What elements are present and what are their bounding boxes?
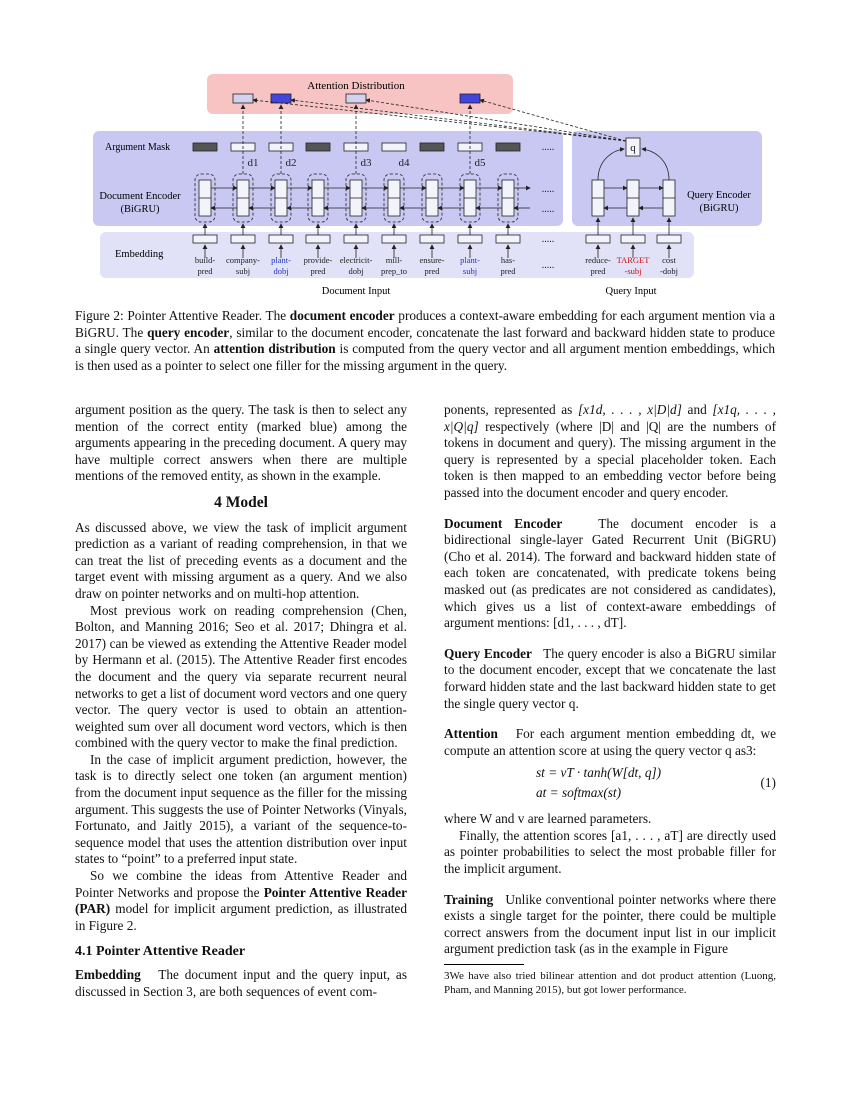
embedding-box bbox=[306, 235, 330, 243]
mask-box bbox=[193, 143, 217, 151]
embedding-label: Embedding bbox=[115, 249, 164, 260]
embedding-box bbox=[496, 235, 520, 243]
embedding-box bbox=[344, 235, 368, 243]
d-label: d4 bbox=[398, 157, 410, 169]
argument-mask-label: Argument Mask bbox=[105, 142, 171, 153]
query-token-label: -dobj bbox=[660, 266, 678, 276]
d-label: d3 bbox=[360, 157, 372, 169]
doc-token-label: pred bbox=[310, 266, 326, 276]
doc-token-label: company- bbox=[226, 255, 260, 265]
text: ponents, represented as bbox=[444, 402, 578, 417]
attention-box bbox=[346, 94, 366, 103]
query-input-label: Query Input bbox=[605, 286, 657, 297]
doc-token-label: mill- bbox=[385, 255, 403, 265]
paragraph: In the case of implicit argument prediction, however, the task is to directly select one token (an argument mention) from the document input sequence as the filler for the missing argument. This suggests the use of Pointer Networks (Vinyals, Fortunato, and Jaitly 2015), a variant of the sequence-to-sequence model that uses the attention distribution over input states to “point” to a preferred input state. bbox=[75, 751, 407, 867]
doc-token-label: pred bbox=[197, 266, 213, 276]
left-column bbox=[75, 402, 407, 1000]
text: Unlike conventional pointer networks where there exists a single target for the pointer, there could be multiple correct answers from the document input list in our implicit argument prediction task (as in the example in Figure bbox=[444, 891, 776, 957]
caption-bold: attention distribution bbox=[213, 341, 336, 357]
ellipsis: ..... bbox=[541, 260, 555, 271]
embedding-box bbox=[420, 235, 444, 243]
attention-box bbox=[460, 94, 480, 103]
embedding-box bbox=[382, 235, 406, 243]
caption-text: Figure 2: Pointer Attentive Reader. The bbox=[75, 308, 290, 323]
attention-box bbox=[233, 94, 253, 103]
doc-token-label: electricit- bbox=[339, 255, 373, 265]
doc-token-label: pred bbox=[500, 266, 516, 276]
embedding-box bbox=[231, 235, 255, 243]
ellipsis: ..... bbox=[541, 142, 555, 153]
footnote: 3We have also tried bilinear attention and dot product attention (Luong, Pham, and Manning 2015), but got lower performance. bbox=[444, 970, 776, 997]
embedding-box bbox=[193, 235, 217, 243]
doc-token-label: provide- bbox=[303, 255, 333, 265]
attention-box bbox=[271, 94, 291, 103]
doc-token-label: has- bbox=[500, 255, 516, 265]
paragraph bbox=[444, 892, 776, 958]
paragraph: Most previous work on reading comprehension (Chen, Bolton, and Manning 2016; Seo et al. 2017; Dhingra et al. 2017) can be viewed as extending the Attentive Reader model by Hermann et al. (2015). The Attentive Reader first encodes the document and the query via separate recurrent neural networks to get a list of document word vectors and one query vector. The query vector is used to obtain an attention-weighted sum over all document word vectors, which is then combined with the query vector to make the final prediction. bbox=[75, 602, 407, 751]
doc-token-label: build- bbox=[194, 255, 216, 265]
query-token-label: -subj bbox=[624, 266, 642, 276]
equation-line: st = vT · tanh(W[dt, q]) bbox=[536, 765, 662, 781]
math: [x1d, . . . , x|D|d] bbox=[578, 402, 682, 417]
caption-text: , similar to the document encoder, concatenate the last forward and backward hidden state to produce a single query vector. An bbox=[75, 324, 775, 357]
paragraph: Finally, the attention scores [a1, . . . , aT] are directly used as pointer probabilities to select the most probable filler for the implicit argument. bbox=[444, 827, 776, 877]
equation-number: (1) bbox=[760, 775, 776, 791]
paragraph bbox=[444, 726, 776, 759]
doc-encoder-label: Document Encoder bbox=[99, 191, 181, 202]
right-column bbox=[444, 402, 776, 997]
paragraph bbox=[75, 868, 407, 934]
query-encoder-sublabel: (BiGRU) bbox=[699, 203, 739, 214]
mask-box bbox=[496, 143, 520, 151]
mask-box bbox=[306, 143, 330, 151]
doc-token-label: dobj bbox=[273, 266, 289, 276]
document-input-label: Document Input bbox=[321, 286, 391, 297]
math: [x1q, . . . , x|Q|q] bbox=[444, 402, 776, 434]
doc-token-label: prep_to bbox=[381, 266, 407, 276]
caption-text: is computed from the query vector and all argument mention embeddings, which is then used as a pointer to select one filler for the missing argument in the query. bbox=[75, 341, 775, 373]
doc-token-label: plant- bbox=[460, 255, 480, 265]
doc-token-label: ensure- bbox=[419, 255, 445, 265]
ellipsis: ..... bbox=[541, 204, 555, 215]
query-encoder-label: Query Encoder bbox=[687, 190, 751, 201]
query-token-label: pred bbox=[590, 266, 606, 276]
paragraph-heading: Training bbox=[444, 891, 494, 907]
figure-caption bbox=[75, 308, 775, 374]
paragraph bbox=[75, 967, 407, 1000]
equation-line: at = softmax(st) bbox=[536, 785, 622, 801]
query-token-label: cost bbox=[662, 255, 676, 265]
text: The document input and the query input, as discussed in Section 3, are both sequences of event com- bbox=[75, 967, 407, 999]
equation-1 bbox=[444, 763, 776, 807]
paragraph: As discussed above, we view the task of implicit argument prediction as a variant of reading comprehension, in that we can treat the list of preceding events as a document and the target event with missing argument as a query. And we also draw on pointer networks and on multi-hop attention. bbox=[75, 519, 407, 601]
ellipsis: ..... bbox=[541, 184, 555, 195]
doc-token-label: plant- bbox=[271, 255, 291, 265]
paragraph bbox=[444, 646, 776, 712]
doc-token-label: subj bbox=[462, 266, 478, 276]
text: The document encoder is a bidirectional single-layer Gated Recurrent Unit (BiGRU) (Cho et al. 2014). The forward and backward hidden state of each token are concatenated, with predicate tokens being masked out (as predicates are not considered as candidates), which gives us a list of context-aware embeddings of argument mentions: [d1, . . . , dT]. bbox=[444, 515, 776, 631]
query-embedding-box bbox=[621, 235, 645, 243]
paragraph: where W and v are learned parameters. bbox=[444, 811, 652, 827]
mask-box bbox=[420, 143, 444, 151]
text: The query encoder is also a BiGRU similar to the document encoder, except that we concatenate the last forward hidden state and the last backward hidden state to get the single query vector q. bbox=[444, 645, 776, 711]
caption-text: produces a context-aware embedding for each argument mention via a BiGRU. The bbox=[75, 308, 775, 340]
paragraph bbox=[444, 402, 776, 502]
embedding-box bbox=[458, 235, 482, 243]
doc-token-label: pred bbox=[424, 266, 440, 276]
doc-token-label: dobj bbox=[348, 266, 364, 276]
paragraph: argument position as the query. The task is then to select any mention of the correct entity (marked blue) among the arguments appearing in the preceding document. A query may have multiple correct answers when there are multiple mentions of the removed entity, as shown in the example. bbox=[75, 402, 407, 484]
attention-title: Attention Distribution bbox=[307, 80, 405, 92]
figure-diagram bbox=[0, 0, 850, 300]
doc-token-label: subj bbox=[235, 266, 251, 276]
paragraph-heading: Query Encoder bbox=[444, 645, 532, 661]
d-label: d5 bbox=[474, 157, 486, 169]
embedding-box bbox=[269, 235, 293, 243]
bold-text: Pointer Attentive Reader (PAR) bbox=[75, 884, 407, 917]
paragraph bbox=[444, 516, 776, 632]
paragraph-heading: Embedding bbox=[75, 967, 141, 982]
query-vector-label: q bbox=[630, 142, 636, 154]
query-embedding-box bbox=[586, 235, 610, 243]
text: For each argument mention embedding dt, we compute an attention score at using the query vector q as3: bbox=[444, 726, 776, 758]
query-token-label: TARGET bbox=[616, 255, 650, 265]
ellipsis: ..... bbox=[541, 234, 555, 245]
query-embedding-box bbox=[657, 235, 681, 243]
query-token-label: reduce- bbox=[585, 255, 611, 265]
caption-bold: query encoder bbox=[147, 324, 230, 340]
text: respectively (where |D| and |Q| are the numbers of tokens in document and query). The missing argument in the query is represented by a special placeholder token. Each token is then mapped to an embedding vector before being passed into the document encoder and query encoder. bbox=[444, 418, 776, 500]
footnote-rule bbox=[444, 964, 524, 965]
mask-box bbox=[382, 143, 406, 151]
d-label: d2 bbox=[285, 157, 297, 169]
text: So we combine the ideas from Attentive Reader and Pointer Networks and propose the bbox=[75, 868, 407, 900]
doc-encoder-sublabel: (BiGRU) bbox=[120, 204, 160, 215]
section-heading: 4 Model bbox=[214, 493, 268, 511]
d-label: d1 bbox=[247, 157, 259, 169]
subsection-heading: 4.1 Pointer Attentive Reader bbox=[75, 944, 246, 960]
text: model for implicit argument prediction, as illustrated in Figure 2. bbox=[75, 901, 407, 933]
caption-bold: document encoder bbox=[289, 308, 395, 323]
paragraph-heading: Attention bbox=[444, 726, 498, 742]
paragraph-heading: Document Encoder bbox=[444, 515, 563, 531]
text: and bbox=[681, 402, 713, 417]
